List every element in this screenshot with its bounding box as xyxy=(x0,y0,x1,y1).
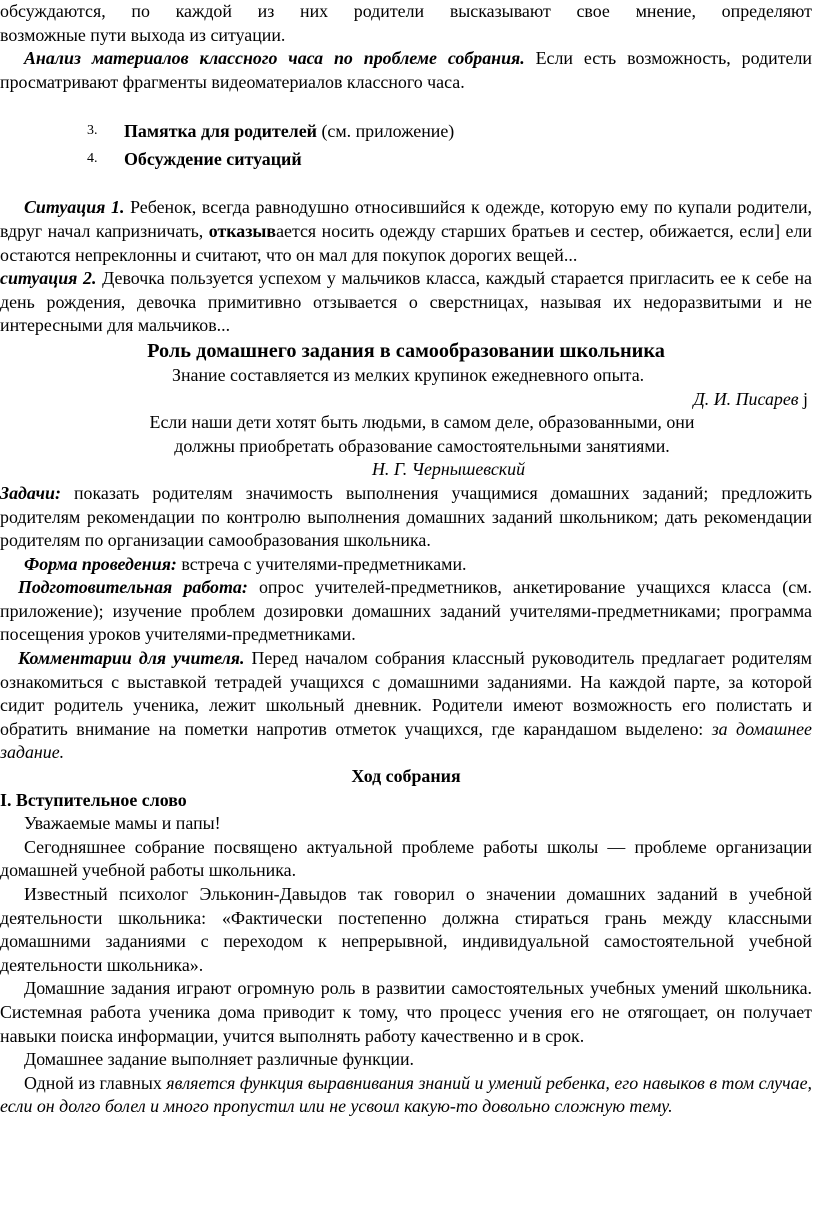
situation-1-text-end: ается носить одежду старших братьев и сестер, обижается, если] ели остаются непреклонны и считают, что он мал для покупок дорогих вещей... xyxy=(0,220,812,265)
comments-lead: Комментарии для учителя. xyxy=(18,648,245,669)
form-text: встреча с учителями-предметниками. xyxy=(176,553,467,574)
epigraph-2-line-1: Если наши дети хотят быть людьми, в самом деле, образованными, они xyxy=(149,412,695,433)
tasks-paragraph xyxy=(0,482,812,553)
epigraph-2-author: Н. Г. Чернышевский xyxy=(372,459,526,480)
intro-paragraph-end xyxy=(0,24,812,48)
last-paragraph xyxy=(0,1072,812,1119)
situation-1-text: Ребенок, всегда равнодушно относившийся к одежде, которую ему по купали родители, вдруг начал капризничать, xyxy=(0,197,812,241)
situation-1-lead: Ситуация 1. xyxy=(24,197,125,218)
last-paragraph-italic: является функция выравнивания знаний и умений ребенка, его навыков в том случае, если он долго болел и много пропустил или не усвоил какую-то довольно сложную тему. xyxy=(0,1072,812,1117)
section-title: Роль домашнего задания в самообразовании школьника xyxy=(147,339,665,362)
form-lead: Форма проведения: xyxy=(24,553,177,574)
preparation-lead: Подготовительная работа: xyxy=(18,577,248,598)
intro-line-1: обсуждаются, по каждой из них родители высказывают свое мнение, определяют xyxy=(0,1,812,21)
situation-2-lead: ситуация 2. xyxy=(0,268,97,289)
list-item-number: 3. xyxy=(87,123,98,139)
list-item-text: (см. приложение) xyxy=(316,121,455,142)
preparation-text: опрос учителей-предметников, анкетирование учащихся класса (см. приложение); изучение проблем дозировки домашних заданий учителями-предметниками; программа посещения уроков учителями-предметниками. xyxy=(0,577,812,645)
situation-2-paragraph xyxy=(0,267,812,338)
analysis-lead: Анализ материалов классного часа по проблеме собрания. xyxy=(24,48,525,69)
tasks-text: показать родителям значимость выполнения учащимися домашних заданий; предложить родителям рекомендации по контролю выполнения домашних заданий школьником; дать рекомендации родителям по организации самообразования школьника. xyxy=(0,482,812,551)
tasks-lead: Задачи: xyxy=(0,482,61,503)
situation-1-bold: отказыв xyxy=(208,220,277,241)
body-paragraph: Известный психолог Эльконин-Давыдов так говорил о значении домашних заданий в учебной деятельности школьника: «Фактически постепенно должна стираться грань между классными домашними заданиями с переходом к непрерывной, индивидуальной самостоятельной учебной деятельности школьника». xyxy=(0,884,812,975)
form-paragraph xyxy=(0,553,812,577)
spacer xyxy=(0,94,812,117)
list-item xyxy=(0,145,812,173)
epigraph-1-text: Знание составляется из мелких крупинок ежедневного опыта. xyxy=(172,364,645,385)
list-item-number: 4. xyxy=(87,151,98,167)
body-paragraph: Сегодняшнее собрание посвящено актуальной проблеме работы школы — проблеме организации домашней учебной работы школьника. xyxy=(0,836,812,881)
greeting: Уважаемые мамы и папы! xyxy=(24,813,221,834)
epigraph-1-author-tail: j xyxy=(798,388,808,409)
situation-2-text: Девочка пользуется успехом у мальчиков класса, каждый старается пригласить ее к себе на день рождения, девочка примитивно отзывается о сверстницах, называя их недоразвитыми и не интересными для мальчиков... xyxy=(0,268,812,336)
analysis-text: Если есть возможность, родители просматривают фрагменты видеоматериалов классного часа. xyxy=(0,48,812,92)
comments-italic: за домашнее задание. xyxy=(0,718,812,763)
numbered-list xyxy=(0,117,812,173)
intro-paragraph xyxy=(0,0,812,24)
epigraph-2-line-2: должны приобретать образование самостоятельными занятиями. xyxy=(174,435,670,456)
analysis-paragraph xyxy=(0,47,812,94)
comments-paragraph xyxy=(0,647,812,765)
situation-1-paragraph xyxy=(0,196,812,267)
last-paragraph-plain: Одной из главных xyxy=(24,1072,167,1093)
list-item-bold: Памятка для родителей xyxy=(124,121,317,142)
body-paragraph: Домашнее задание выполняет различные функции. xyxy=(24,1049,414,1070)
section-1-heading: I. Вступительное слово xyxy=(0,789,187,810)
epigraph-1-author-line xyxy=(0,388,812,412)
epigraph-1-author: Д. И. Писарев xyxy=(693,388,799,409)
preparation-paragraph xyxy=(0,576,812,647)
list-item xyxy=(0,117,812,145)
list-item-bold: Обсуждение ситуаций xyxy=(124,149,302,170)
body-paragraph: Домашние задания играют огромную роль в развитии самостоятельных учебных умений школьника. Системная работа ученика дома приводит к тому, что процесс учения его не отягощает, он получает навыки поиска информации, учится выполнять работу качественно и в срок. xyxy=(0,978,812,1046)
comments-text: Перед началом собрания классный руководитель предлагает родителям ознакомиться с выставкой тетрадей учащихся с домашними заданиями. На каждой парте, за которой сидит родитель ученика, лежит школьный дневник. Родители имеют возможность его полистать и обратить внимание на пометки напротив отметок учащихся, где карандашом выделено: xyxy=(0,648,812,739)
intro-line-2: возможные пути выхода из ситуации. xyxy=(0,24,286,45)
meeting-heading: Ход собрания xyxy=(351,766,461,787)
spacer xyxy=(0,173,812,196)
